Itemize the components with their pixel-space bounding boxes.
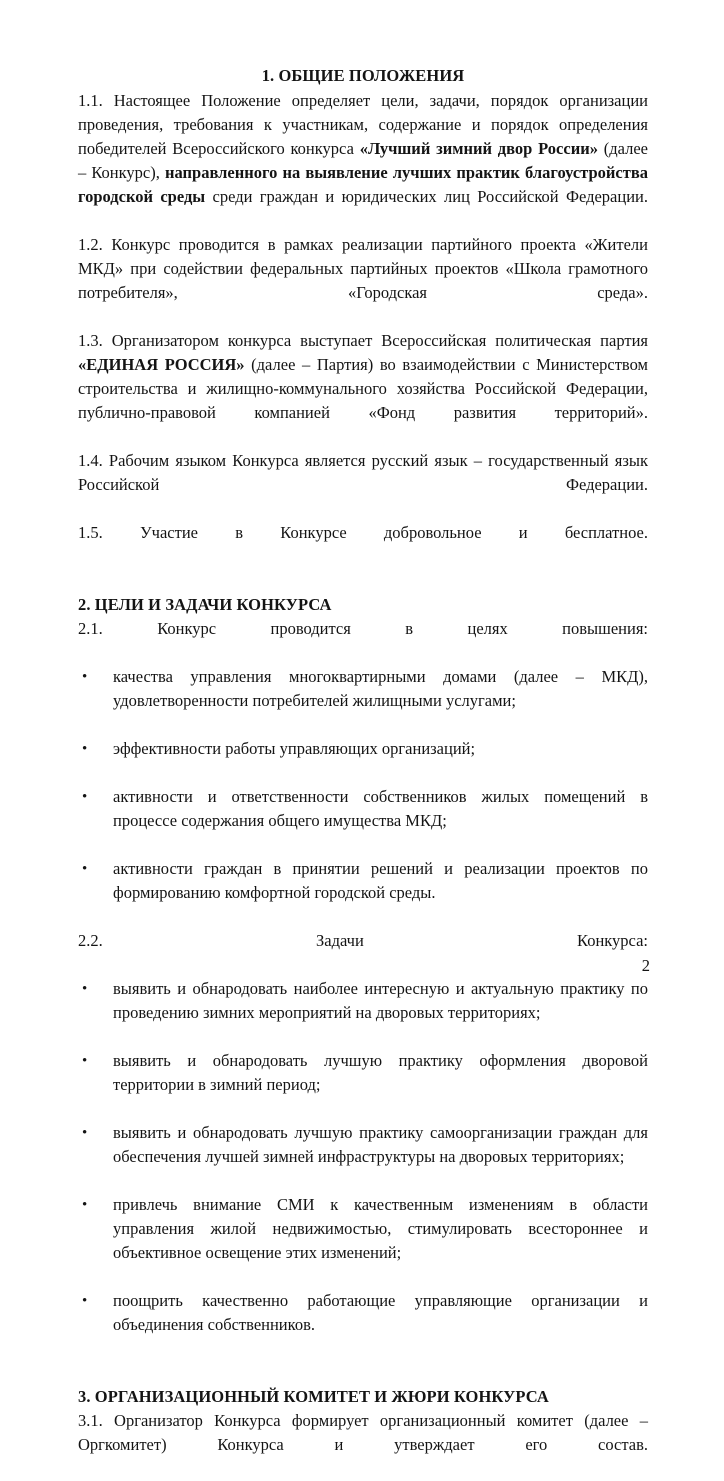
- paragraph-2-1: 2.1. Конкурс проводится в целях повышения:: [78, 619, 648, 638]
- list-item: [78, 665, 648, 737]
- paragraph-1-2: 1.2. Конкурс проводится в рамках реализации партийного проекта «Жители МКД» при содействии федеральных партийных проектов «Школа грамотного потребителя», «Городская среда».: [78, 235, 648, 302]
- bullet-point-icon: •: [82, 981, 88, 997]
- section-2-heading: 2. ЦЕЛИ И ЗАДАЧИ КОНКУРСА: [78, 595, 332, 614]
- list-item: [78, 1049, 648, 1121]
- paragraph-1-4: 1.4. Рабочим языком Конкурса является русский язык – государственный язык Российской Федерации.: [78, 451, 648, 494]
- list-item: [78, 1289, 648, 1361]
- paragraph-3-1: 3.1. Организатор Конкурса формирует организационный комитет (далее – Оргкомитет) Конкурса и утверждает его состав.: [78, 1411, 648, 1454]
- bullet-point-icon: •: [82, 1125, 88, 1141]
- list-item: [78, 857, 648, 929]
- paragraph-1-1: 1.1. Настоящее Положение определяет цели, задачи, порядок организации проведения, требования к участникам, содержание и порядок определения победителей Всероссийского конкурса «Лучший зимний двор России» (далее – Конкурс), направленного на выявление лучших практик благоустройства городской среды среди граждан и юридических лиц Российской Федерации.: [78, 91, 648, 206]
- list-item: [78, 1121, 648, 1193]
- document-body: [78, 64, 648, 1481]
- list-item: [78, 1193, 648, 1289]
- list-item-text: поощрить качественно работающие управляющие организации и объединения собственников.: [113, 1291, 648, 1334]
- section-3-heading: 3. ОРГАНИЗАЦИОННЫЙ КОМИТЕТ И ЖЮРИ КОНКУРСА: [78, 1387, 549, 1406]
- paragraph-1-3: 1.3. Организатором конкурса выступает Всероссийская политическая партия «ЕДИНАЯ РОССИЯ» (далее – Партия) во взаимодействии с Министерством строительства и жилищно-коммунального хозяйства Российской Федерации, публично-правовой компанией «Фонд развития территорий».: [78, 331, 648, 422]
- list-item-text: привлечь внимание СМИ к качественным изменениям в области управления жилой недвижимостью, стимулировать всестороннее и объективное освещение этих изменений;: [113, 1195, 648, 1262]
- bullet-point-icon: •: [82, 741, 88, 757]
- bullet-point-icon: •: [82, 1293, 88, 1309]
- list-item-text: выявить и обнародовать наиболее интересную и актуальную практику по проведению зимних мероприятий на дворовых территориях;: [113, 979, 648, 1022]
- section-gap-1: [78, 569, 648, 593]
- list-item-text: выявить и обнародовать лучшую практику самоорганизации граждан для обеспечения лучшей зимней инфраструктуры на дворовых территориях;: [113, 1123, 648, 1166]
- section-gap-2: [78, 1361, 648, 1385]
- page-number: 2: [641, 956, 650, 975]
- bullet-point-icon: •: [82, 789, 88, 805]
- paragraph-2-2: 2.2. Задачи Конкурса:: [78, 931, 648, 950]
- bullet-point-icon: •: [82, 1053, 88, 1069]
- paragraph-1-5: 1.5. Участие в Конкурсе добровольное и бесплатное.: [78, 523, 648, 542]
- section-1-heading: 1. ОБЩИЕ ПОЛОЖЕНИЯ: [261, 66, 465, 85]
- list-item: [78, 737, 648, 785]
- tasks-list: [78, 977, 648, 1361]
- list-item-text: эффективности работы управляющих организаций;: [113, 739, 476, 758]
- list-item-text: активности граждан в принятии решений и реализации проектов по формированию комфортной городской среды.: [113, 859, 648, 902]
- list-item-text: качества управления многоквартирными домами (далее – МКД), удовлетворенности потребителей жилищными услугами;: [113, 667, 648, 710]
- list-item: [78, 785, 648, 857]
- list-item-text: активности и ответственности собственников жилых помещений в процессе содержания общего имущества МКД;: [113, 787, 648, 830]
- bullet-point-icon: •: [82, 1197, 88, 1213]
- goals-list: [78, 665, 648, 929]
- bullet-point-icon: •: [82, 669, 88, 685]
- list-item: [78, 977, 648, 1049]
- list-item-text: выявить и обнародовать лучшую практику оформления дворовой территории в зимний период;: [113, 1051, 648, 1094]
- bullet-point-icon: •: [82, 861, 88, 877]
